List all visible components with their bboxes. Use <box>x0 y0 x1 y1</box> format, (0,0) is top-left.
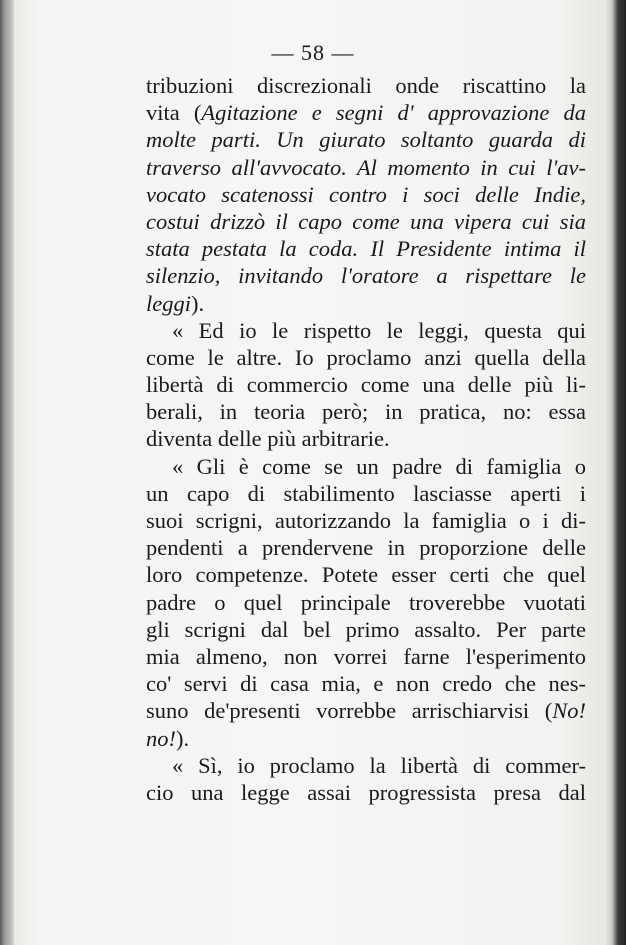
text-segment: suno de'presenti vorrebbe arrischiarvisi ( <box>146 698 553 724</box>
text-line: loro competenze. Potete esser certi che quel <box>146 562 586 588</box>
text-line: tribuzioni discrezionali onde riscattino la <box>146 73 586 98</box>
text-line: traverso all'avvocato. Al momento in cui l'av- <box>146 154 586 180</box>
text-line: pendenti a prendervene in proporzione delle <box>146 535 586 561</box>
text-line: « Sì, io proclamo la libertà di commer- <box>172 752 586 778</box>
text-line: padre o quel principale troverebbe vuotati <box>146 589 586 615</box>
text-line: molte parti. Un giurato soltanto guarda di <box>146 127 586 153</box>
page-edge-shadow <box>604 0 626 945</box>
book-spine-shadow <box>0 0 14 945</box>
text-line: suoi scrigni, autorizzando la famiglia o i di- <box>146 508 586 533</box>
text-line: « Ed io le rispetto le leggi, questa qui <box>172 317 586 343</box>
text-line: mia almeno, non vorrei farne l'esperimento <box>146 643 586 669</box>
text-line: diventa delle più arbitrarie. <box>146 426 390 452</box>
text-line: berali, in teoria però; in pratica, no: essa <box>146 399 586 425</box>
text-segment: ). <box>176 725 190 751</box>
body-text <box>146 72 586 806</box>
text-line: come le altre. Io proclamo anzi quella della <box>146 344 586 370</box>
text-segment: vita ( <box>146 100 202 126</box>
text-line: silenzio, invitando l'oratore a rispettare le <box>146 263 586 289</box>
text-line: co' servi di casa mia, e non credo che nes- <box>146 671 586 697</box>
text-line: costui drizzò il capo come una vipera cui sia <box>146 208 586 234</box>
text-line <box>146 697 586 724</box>
text-line: vocato scatenossi contro i soci delle Indie, <box>146 181 586 207</box>
text-line: stata pestata la coda. Il Presidente intima il <box>146 236 586 262</box>
text-line <box>146 725 586 752</box>
text-line: cio una legge assai progressista presa dal <box>146 779 586 805</box>
text-line <box>146 290 586 317</box>
text-line <box>146 99 586 126</box>
page-number: — 58 — <box>271 40 355 65</box>
text-line: gli scrigni dal bel primo assalto. Per parte <box>146 616 586 642</box>
text-segment: ). <box>191 290 205 316</box>
text-segment-italic: No! <box>552 698 586 724</box>
text-line: un capo di stabilimento lasciasse aperti i <box>146 480 586 506</box>
text-segment-italic: Agitazione e segni d' approvazione da <box>201 100 586 126</box>
text-line: « Gli è come se un padre di famiglia o <box>172 453 586 479</box>
text-segment-italic: leggi <box>146 290 191 316</box>
text-line: libertà di commercio come una delle più li- <box>146 372 586 398</box>
text-segment-italic: no! <box>146 725 176 751</box>
